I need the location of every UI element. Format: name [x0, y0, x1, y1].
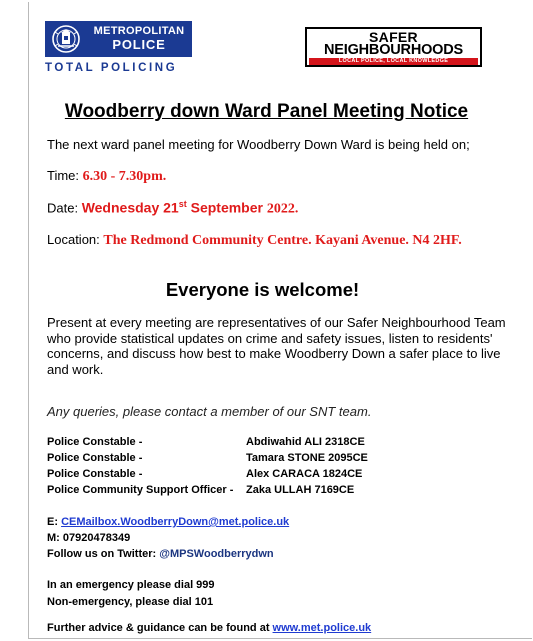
date-suffix: st — [178, 199, 187, 209]
met-police-logo — [45, 21, 197, 76]
advice-line — [47, 622, 371, 634]
time-value: 6.30 - 7.30pm. — [82, 169, 167, 184]
date-year: 2022. — [266, 201, 299, 217]
intro-text: The next ward panel meeting for Woodberry Down Ward is being held on; — [47, 137, 470, 152]
officer-name: Abdiwahid ALI 2318CE — [246, 436, 365, 448]
email-link[interactable]: CEMailbox.WoodberryDown@met.police.uk — [61, 516, 290, 528]
officer-role: Police Constable - — [47, 468, 143, 480]
safer-neighbourhoods-line1: SAFER — [369, 29, 418, 45]
description-paragraph: Present at every meeting are representatives of our Safer Neighbourhood Team who provide statistical updates on crime and safety issues, listen to residents' concerns, and discuss how best to make Woodberry Down a safer place to live and work. — [47, 315, 506, 377]
met-police-line2: POLICE — [112, 37, 166, 52]
time-label: Time: — [47, 168, 83, 183]
crest-icon — [51, 24, 81, 54]
officer-name: Tamara STONE 2095CE — [246, 452, 368, 464]
met-police-tagline: TOTAL POLICING — [45, 62, 178, 74]
officer-name: Zaka ULLAH 7169CE — [246, 484, 355, 496]
safer-neighbourhoods-tagline: LOCAL POLICE, LOCAL KNOWLEDGE — [309, 58, 478, 65]
twitter-handle[interactable]: @MPSWoodberrydwn — [159, 548, 274, 560]
welcome-heading: Everyone is welcome! — [165, 279, 360, 300]
met-police-line1: METROPOLITAN — [93, 25, 185, 37]
website-link[interactable]: www.met.police.uk — [272, 622, 372, 634]
officer-role: Police Community Support Officer - — [47, 484, 234, 496]
emergency-text: In an emergency please dial 999 — [47, 579, 215, 591]
location-value: The Redmond Community Centre. Kayani Avenue. N4 2HF. — [103, 233, 462, 248]
page-title: Woodberry down Ward Panel Meeting Notice — [64, 101, 469, 122]
mobile-number: 07920478349 — [62, 532, 131, 544]
officer-role: Police Constable - — [47, 452, 143, 464]
email-label: E: — [47, 516, 62, 528]
advice-label: Further advice & guidance can be found at — [47, 622, 273, 634]
contact-email — [47, 516, 289, 528]
twitter-label: Follow us on Twitter: — [47, 548, 160, 560]
officer-name: Alex CARACA 1824CE — [246, 468, 363, 480]
mobile-label: M: — [47, 532, 63, 544]
meeting-location — [47, 232, 462, 249]
safer-neighbourhoods-line2: NEIGHBOURHOODS — [324, 42, 463, 58]
met-police-logo-box — [45, 21, 192, 57]
officer-role: Police Constable - — [47, 436, 143, 448]
meeting-date — [47, 199, 298, 217]
location-label: Location: — [47, 232, 104, 247]
non-emergency-text: Non-emergency, please dial 101 — [47, 596, 214, 608]
queries-text: Any queries, please contact a member of our SNT team. — [47, 404, 372, 419]
date-month: September — [186, 199, 267, 216]
met-police-name — [89, 25, 189, 51]
date-label: Date: — [47, 200, 82, 216]
contact-mobile — [47, 532, 130, 544]
date-day: Wednesday 21 — [81, 199, 179, 216]
meeting-time — [47, 168, 166, 185]
safer-neighbourhoods-logo — [305, 27, 482, 67]
contact-twitter — [47, 548, 274, 560]
